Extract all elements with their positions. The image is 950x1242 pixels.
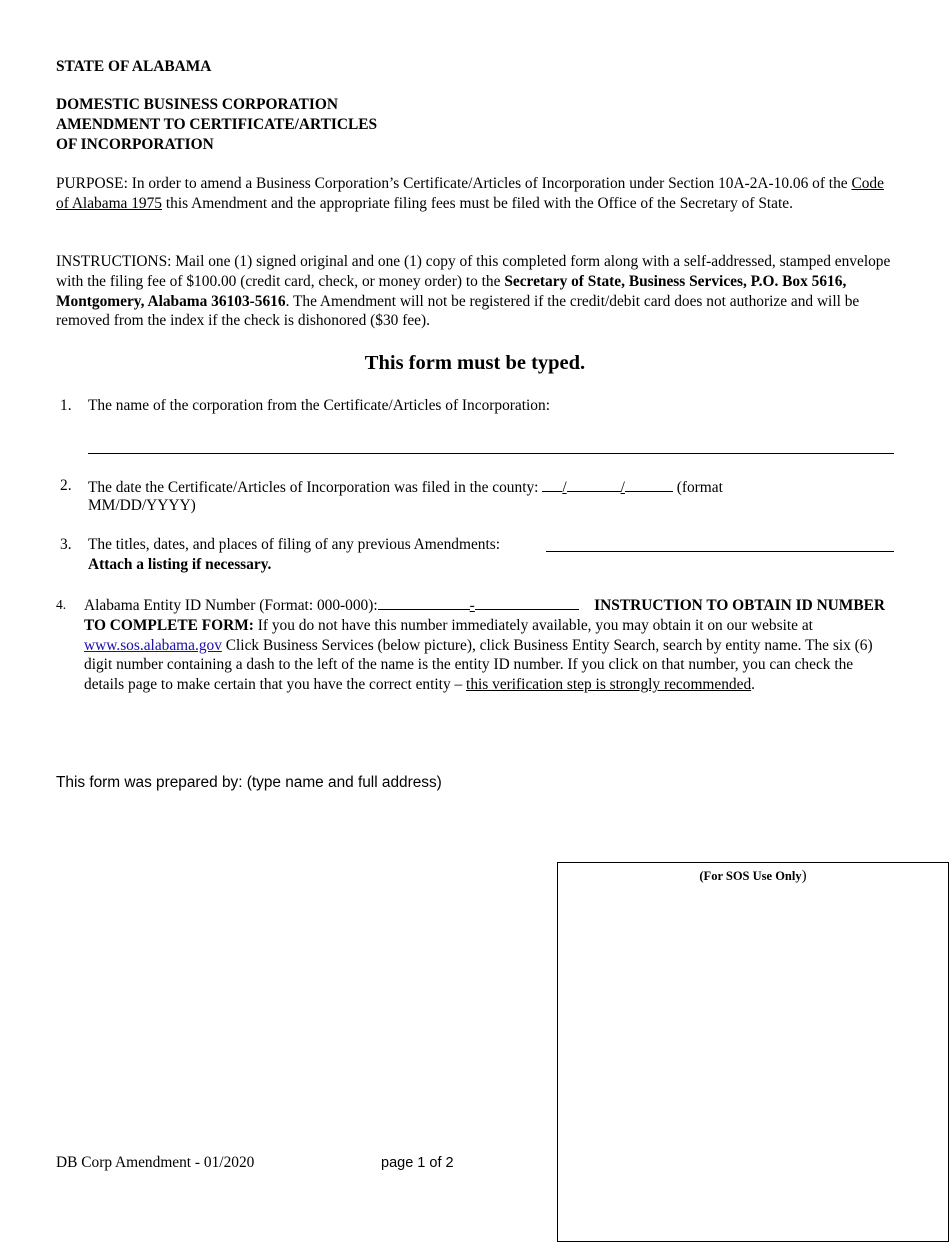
purpose-text-a: PURPOSE: In order to amend a Business Corporation’s Certificate/Articles of Incorporation under Section 10A-2A-10.06 of the	[56, 175, 852, 192]
previous-amendments-field[interactable]	[546, 551, 894, 552]
id-instruction-heading-b: NUMBER TO COMPLETE FORM:	[84, 597, 885, 634]
verification-recommendation: this verification step is strongly recommended	[466, 676, 752, 694]
corporation-name-field[interactable]	[88, 433, 894, 454]
item4-label: Alabama Entity ID Number (Format: 000-000):	[84, 597, 378, 614]
form-title-line3: OF INCORPORATION	[56, 135, 214, 153]
item4-paragraph	[84, 594, 896, 695]
sos-website-link[interactable]: www.sos.alabama.gov	[84, 636, 222, 654]
entity-id-part2-field[interactable]	[475, 594, 579, 610]
mailing-address: Secretary of State, Business Services, P.O. Box 5616, Montgomery, Alabama 36103-5616	[56, 272, 847, 310]
filing-year-field[interactable]	[625, 476, 673, 492]
form-title-line1: DOMESTIC BUSINESS CORPORATION	[56, 96, 338, 113]
code-of-alabama: Code of Alabama 1975	[56, 175, 884, 212]
item1-number: 1.	[60, 397, 72, 414]
item2-row	[88, 476, 888, 498]
attach-listing-note: Attach a listing if necessary.	[88, 556, 272, 573]
item4-text-a: If you do not have this number immediately available, you may obtain it on our website at	[253, 616, 813, 634]
id-instruction-heading-a: INSTRUCTION TO OBTAIN ID	[594, 597, 813, 614]
entity-id-part1-field[interactable]	[378, 594, 470, 610]
instructions-text-a: INSTRUCTIONS: Mail one (1) signed original and one (1) copy of this completed form along with a self-addressed, stamped envelope with the filing fee of $100.00 (credit card, check, or money order) to the	[56, 253, 891, 290]
form-version: DB Corp Amendment - 01/2020	[56, 1154, 255, 1171]
typed-notice: This form must be typed.	[364, 352, 586, 374]
prepared-by-label: This form was prepared by: (type name and full address)	[56, 774, 442, 791]
date-format-hint-b: MM/DD/YYYY)	[88, 497, 196, 514]
entity-id-dash: -	[469, 597, 475, 614]
page-number: page 1 of 2	[381, 1155, 454, 1171]
filing-month-field[interactable]	[542, 476, 562, 492]
item3-number: 3.	[60, 536, 72, 553]
item2-number: 2.	[60, 477, 72, 494]
date-format-hint-a: (format	[676, 479, 723, 496]
filing-day-field[interactable]	[567, 476, 621, 492]
instructions-text-b: . The Amendment will not be registered if the credit/debit card does not authorize and will be removed from the index if the check is dishonored ($30 fee).	[56, 292, 860, 330]
item1-label: The name of the corporation from the Certificate/Articles of Incorporation:	[88, 397, 550, 414]
item2-label: The date the Certificate/Articles of Incorporation was filed in the county:	[88, 479, 539, 496]
form-title	[56, 95, 377, 154]
instructions-paragraph	[56, 252, 896, 331]
item4-text-b: Click Business Services (below picture), click Business Entity Search, search by entity name. The six (6) digit number containing a dash to the left of the name is the entity ID number. If you click on that number, you can check the details page to make certain that you have the correct entity –	[84, 636, 873, 694]
sos-use-only-label	[558, 868, 948, 884]
item4-number: 4.	[56, 597, 67, 612]
purpose-paragraph	[56, 174, 896, 214]
state-heading: STATE OF ALABAMA	[56, 58, 212, 75]
purpose-text-b: this Amendment and the appropriate filing fees must be filed with the Office of the Secretary of State.	[162, 194, 793, 212]
item3-label: The titles, dates, and places of filing of any previous Amendments:	[88, 536, 501, 553]
item4-text-c: .	[751, 676, 755, 694]
sos-label-paren: )	[801, 868, 807, 884]
sos-use-only-box	[557, 862, 949, 1242]
date-separator-2: /	[620, 479, 625, 496]
sos-label-text: (For SOS Use Only	[699, 869, 802, 883]
form-title-line2: AMENDMENT TO CERTIFICATE/ARTICLES	[56, 115, 378, 133]
date-separator-1: /	[562, 479, 567, 496]
